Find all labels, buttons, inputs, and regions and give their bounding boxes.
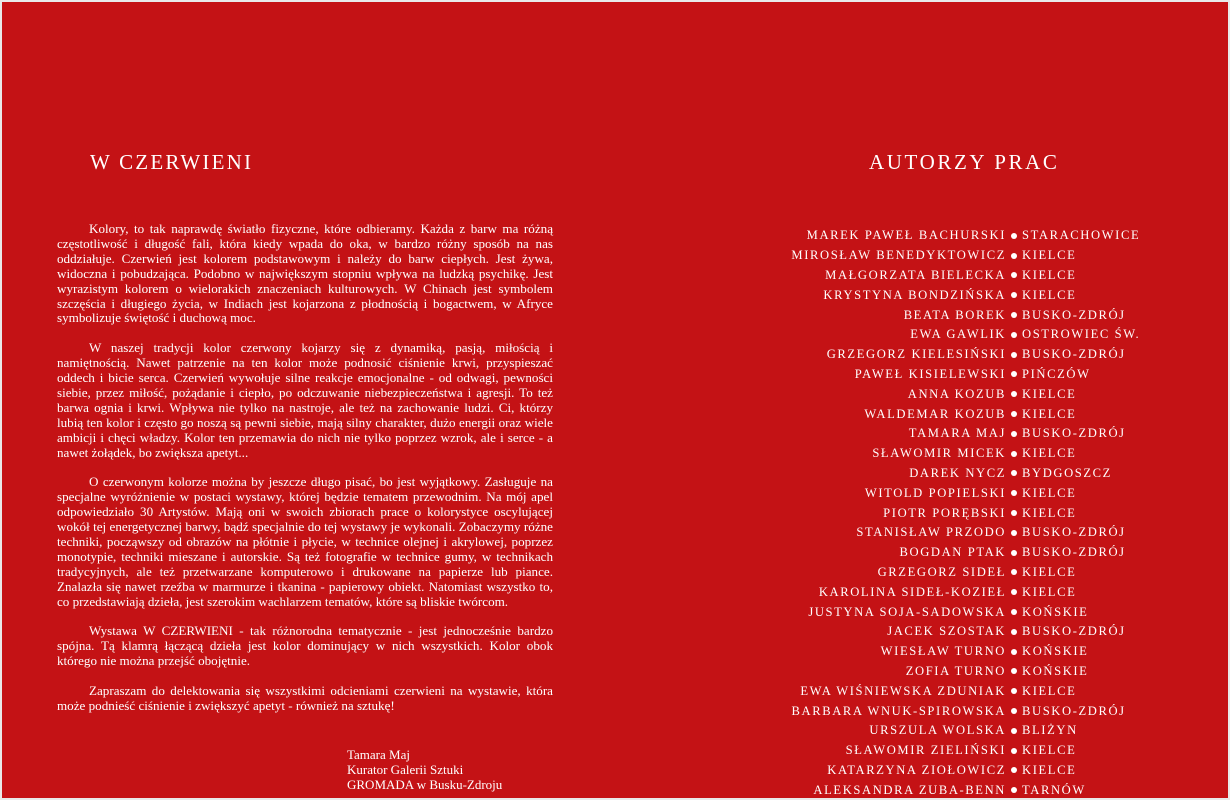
author-name: PAWEŁ KISIELEWSKI	[854, 366, 1006, 381]
bullet-dot-icon	[1006, 609, 1022, 615]
authors-title: AUTORZY PRAC	[869, 150, 1060, 174]
bullet-dot-icon	[1006, 510, 1022, 516]
author-name: KAROLINA SIDEŁ-KOZIEŁ	[818, 584, 1006, 599]
author-city: KIELCE	[1022, 564, 1077, 579]
essay-paragraph: Zapraszam do delektowania się wszystkimi odcieniami czerwieni na wystawie, która może podnieść ciśnienie i zwiększyć apetyt - również na sztukę!	[57, 683, 553, 713]
author-city: KIELCE	[1022, 762, 1077, 777]
author-row	[760, 246, 1180, 266]
bullet-dot-icon	[1006, 589, 1022, 595]
author-row	[760, 345, 1180, 365]
essay-paragraph: O czerwonym kolorze można by jeszcze długo pisać, bo jest wyjątkowy. Zasługuje na specjalne wyróżnienie w postaci wystawy, której będzie tematem przewodnim. Na mój apel odpowiedziało 30 Artystów. Mają oni w swoich zbiorach prace o kolorystyce oscylującej wokół tej energetycznej barwy, bądź specjalnie do tej wystawy je wykonali. Zobaczymy różne techniki, począwszy od obrazów na płótnie i płycie, w technice olejnej i akrylowej, poprzez monotypie, techniki mieszane i autorskie. Są też fotografie w technice gumy, w technikach tradycyjnych, ale też przetwarzane komputerowo i drukowane na papierze lub piance. Znalazła się nawet rzeźba w marmurze i tkanina - papierowy obiekt. Natomiast wszystko to, co przedstawiają dzieła, jest szerokim wachlarzem tematów, które są bliskie twórcom.	[57, 474, 553, 609]
bullet-dot-icon	[1006, 332, 1022, 338]
author-row	[760, 325, 1180, 345]
author-city: BUSKO-ZDRÓJ	[1022, 347, 1126, 362]
signature-gallery-line	[347, 777, 502, 792]
essay-title: W CZERWIENI	[90, 150, 254, 174]
author-name: GRZEGORZ SIDEŁ	[877, 564, 1006, 579]
author-name: TAMARA MAJ	[908, 426, 1006, 441]
bullet-dot-icon	[1006, 470, 1022, 476]
author-row	[760, 444, 1180, 464]
author-city: OSTROWIEC ŚW.	[1022, 327, 1141, 342]
essay-paragraph: Wystawa W CZERWIENI - tak różnorodna tematycznie - jest jednocześnie bardzo spójna. Tą klamrą łączącą dzieła jest kolor dominujący w nich wszystkich. Kolor obok którego nie można przejść obojętnie.	[57, 623, 553, 669]
bullet-dot-icon	[1006, 490, 1022, 496]
author-name: STANISŁAW PRZODO	[856, 525, 1006, 540]
author-city: BUSKO-ZDRÓJ	[1022, 545, 1126, 560]
bullet-dot-icon	[1006, 233, 1022, 239]
author-row	[760, 365, 1180, 385]
bullet-dot-icon	[1006, 649, 1022, 655]
author-row	[760, 701, 1180, 721]
author-city: KIELCE	[1022, 683, 1077, 698]
bullet-dot-icon	[1006, 312, 1022, 318]
bullet-dot-icon	[1006, 688, 1022, 694]
author-city: BUSKO-ZDRÓJ	[1022, 624, 1126, 639]
author-row	[760, 305, 1180, 325]
author-name: KRYSTYNA BONDZIŃSKA	[823, 287, 1006, 302]
author-name: BARBARA WNUK-SPIROWSKA	[791, 703, 1006, 718]
essay-paragraph: W naszej tradycji kolor czerwony kojarzy się z dynamiką, pasją, miłością i namiętnością. Nawet patrzenie na ten kolor może podnosić ciśnienie krwi, przyspieszać oddech i bicie serca. Czerwień wywołuje silne reakcje emocjonalne - od odwagi, pewności siebie, przez miłość, pożądanie i ciepło, po odczuwanie niebezpieczeństwa i agresji. To też barwa ognia i krwi. Wpływa nie tylko na nastroje, ale też na zachowanie ludzi. Ci, którzy lubią ten kolor i często go noszą są pewni siebie, mają silny charakter, dużo energii oraz wiele ambicji i chęci władzy. Kolor ten przemawia do nich nie tylko poprzez wzrok, ale i serce - a nawet żołądek, bo zwiększa apetyt...	[57, 340, 553, 460]
author-city: TARNÓW	[1022, 782, 1086, 797]
signature-role: Kurator Galerii Sztuki	[347, 762, 464, 777]
author-city: KIELCE	[1022, 386, 1077, 401]
author-city: KOŃSKIE	[1022, 663, 1089, 678]
author-name: BOGDAN PTAK	[899, 545, 1006, 560]
bullet-dot-icon	[1006, 431, 1022, 437]
author-name: ANNA KOZUB	[907, 386, 1006, 401]
author-row	[760, 602, 1180, 622]
author-city: BYDGOSZCZ	[1022, 465, 1112, 480]
author-row	[760, 285, 1180, 305]
signature-place: w Busku-Zdroju	[413, 777, 503, 792]
author-name: WALDEMAR KOZUB	[864, 406, 1006, 421]
author-city: KIELCE	[1022, 584, 1077, 599]
bullet-dot-icon	[1006, 668, 1022, 674]
author-city: BLIŻYN	[1022, 723, 1078, 738]
authors-list	[760, 226, 1180, 800]
bullet-dot-icon	[1006, 391, 1022, 397]
signature	[347, 747, 502, 792]
author-name: BEATA BOREK	[903, 307, 1006, 322]
author-city: KIELCE	[1022, 287, 1077, 302]
author-row	[760, 424, 1180, 444]
signature-gallery: GROMADA	[347, 777, 414, 792]
author-name: DAREK NYCZ	[909, 465, 1006, 480]
author-name: ZOFIA TURNO	[905, 663, 1006, 678]
author-city: BUSKO-ZDRÓJ	[1022, 426, 1126, 441]
bullet-dot-icon	[1006, 451, 1022, 457]
author-city: PIŃCZÓW	[1022, 366, 1091, 381]
author-city: KIELCE	[1022, 446, 1077, 461]
author-row	[760, 404, 1180, 424]
author-name: EWA GAWLIK	[910, 327, 1006, 342]
author-row	[760, 721, 1180, 741]
author-row	[760, 642, 1180, 662]
author-city: KIELCE	[1022, 248, 1077, 263]
author-city: KIELCE	[1022, 743, 1077, 758]
bullet-dot-icon	[1006, 530, 1022, 536]
author-city: BUSKO-ZDRÓJ	[1022, 307, 1126, 322]
signature-name: Tamara Maj	[347, 747, 410, 762]
author-row	[760, 543, 1180, 563]
bullet-dot-icon	[1006, 292, 1022, 298]
author-name: URSZULA WOLSKA	[869, 723, 1006, 738]
author-row	[760, 563, 1180, 583]
author-city: BUSKO-ZDRÓJ	[1022, 525, 1126, 540]
author-row	[760, 622, 1180, 642]
essay-body	[57, 222, 553, 729]
author-name: ALEKSANDRA ZUBA-BENN	[813, 782, 1006, 797]
bullet-dot-icon	[1006, 253, 1022, 259]
author-city: KIELCE	[1022, 485, 1077, 500]
author-name: MIROSŁAW BENEDYKTOWICZ	[791, 248, 1006, 263]
author-row	[760, 464, 1180, 484]
bullet-dot-icon	[1006, 767, 1022, 773]
author-city: KIELCE	[1022, 505, 1077, 520]
author-name: WIESŁAW TURNO	[880, 644, 1006, 659]
bullet-dot-icon	[1006, 708, 1022, 714]
author-row	[760, 384, 1180, 404]
bullet-dot-icon	[1006, 629, 1022, 635]
bullet-dot-icon	[1006, 352, 1022, 358]
author-city: STARACHOWICE	[1022, 228, 1141, 243]
bullet-dot-icon	[1006, 748, 1022, 754]
author-row	[760, 662, 1180, 682]
author-city: KOŃSKIE	[1022, 644, 1089, 659]
bullet-dot-icon	[1006, 550, 1022, 556]
author-row	[760, 483, 1180, 503]
author-name: JACEK SZOSTAK	[887, 624, 1006, 639]
author-name: KATARZYNA ZIOŁOWICZ	[827, 762, 1006, 777]
author-row	[760, 761, 1180, 781]
author-row	[760, 681, 1180, 701]
author-name: WITOLD POPIELSKI	[864, 485, 1006, 500]
bullet-dot-icon	[1006, 371, 1022, 377]
bullet-dot-icon	[1006, 569, 1022, 575]
author-city: KOŃSKIE	[1022, 604, 1089, 619]
author-city: KIELCE	[1022, 267, 1077, 282]
author-name: MAREK PAWEŁ BACHURSKI	[806, 228, 1006, 243]
author-name: SŁAWOMIR ZIELIŃSKI	[845, 743, 1006, 758]
author-row	[760, 266, 1180, 286]
essay-paragraph: Kolory, to tak naprawdę światło fizyczne, które odbieramy. Każda z barw ma różną częstotliwość i długość fali, która kiedy wpada do oka, w bardzo różny sposób na nas oddziałuje. Czerwień jest kolorem podstawowym i należy do barw ciepłych. Jest żywa, widoczna i pobudzająca. Podobno w największym stopniu wpływa na ludzką psychikę. Jest wyrazistym kolorem o wielorakich znaczeniach kulturowych. W Chinach jest symbolem szczęścia i długiego życia, w Indiach jest kojarzona z płodnością i bogactwem, w Afryce symbolizuje świętość i duchową moc.	[57, 221, 553, 326]
author-name: JUSTYNA SOJA-SADOWSKA	[808, 604, 1006, 619]
bullet-dot-icon	[1006, 728, 1022, 734]
bullet-dot-icon	[1006, 272, 1022, 278]
author-name: PIOTR PORĘBSKI	[883, 505, 1006, 520]
author-row	[760, 503, 1180, 523]
bullet-dot-icon	[1006, 787, 1022, 793]
author-city: BUSKO-ZDRÓJ	[1022, 703, 1126, 718]
author-row	[760, 741, 1180, 761]
author-row	[760, 780, 1180, 800]
author-row	[760, 582, 1180, 602]
author-row	[760, 226, 1180, 246]
author-name: GRZEGORZ KIELESIŃSKI	[826, 347, 1006, 362]
author-city: KIELCE	[1022, 406, 1077, 421]
author-name: MAŁGORZATA BIELECKA	[825, 267, 1006, 282]
author-name: SŁAWOMIR MICEK	[872, 446, 1006, 461]
author-name: EWA WIŚNIEWSKA ZDUNIAK	[800, 683, 1006, 698]
author-row	[760, 523, 1180, 543]
bullet-dot-icon	[1006, 411, 1022, 417]
